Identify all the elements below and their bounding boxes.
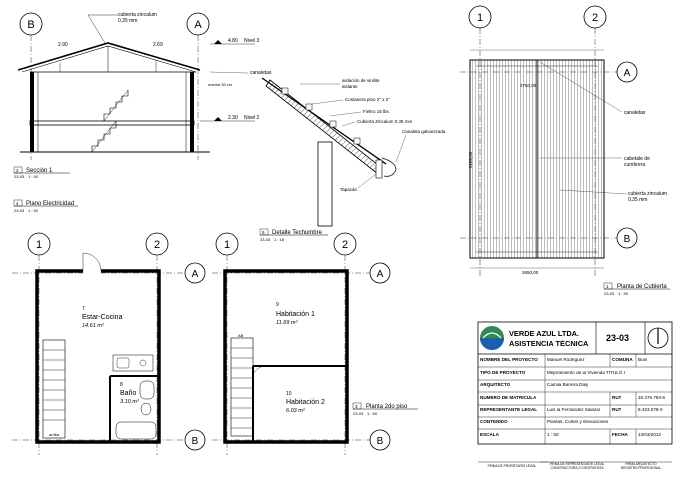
title-row-label: CONTENIDO xyxy=(480,420,508,424)
svg-text:canaletas: canaletas xyxy=(624,110,646,116)
svg-text:B: B xyxy=(27,19,35,31)
plan1-axis-b xyxy=(12,430,205,450)
svg-text:1: 1 xyxy=(606,284,609,289)
svg-text:2.90: 2.90 xyxy=(58,42,68,48)
company-logo xyxy=(480,326,504,350)
svg-text:2: 2 xyxy=(591,12,599,24)
roof-plan xyxy=(460,6,670,296)
plan2-axis-2 xyxy=(334,233,356,455)
svg-text:8: 8 xyxy=(120,382,123,388)
signature-architect-line1: FIRMA ARQUITECTO xyxy=(625,462,657,466)
plan2-title-tag xyxy=(353,403,418,416)
title-row-extra-value: 15.376.784-6 xyxy=(638,396,666,400)
company-name: VERDE AZUL LTDA. xyxy=(509,330,580,338)
signature-architect xyxy=(610,462,672,470)
svg-text:4: 4 xyxy=(16,201,19,206)
svg-text:Nivel 3: Nivel 3 xyxy=(244,38,260,44)
svg-text:2: 2 xyxy=(341,239,349,251)
svg-text:Canaleta galvanizada: Canaleta galvanizada xyxy=(402,129,446,134)
section-roof xyxy=(18,43,200,70)
svg-text:A: A xyxy=(623,68,631,79)
svg-text:aislante: aislante xyxy=(342,84,358,89)
svg-text:A: A xyxy=(191,269,199,280)
svg-text:Sección 1: Sección 1 xyxy=(26,168,53,174)
svg-text:1 : 18: 1 : 18 xyxy=(274,237,285,242)
svg-text:cubierta zincalum: cubierta zincalum xyxy=(628,191,667,197)
svg-text:Fieltro 15 lbs.: Fieltro 15 lbs. xyxy=(363,109,391,114)
title-row-label: ARQUITECTO xyxy=(480,383,511,387)
svg-text:aislación de vinilite: aislación de vinilite xyxy=(342,78,380,83)
title-row-label: ESCALA xyxy=(480,433,499,437)
svg-text:1 : 50: 1 : 50 xyxy=(618,291,629,296)
svg-text:1 : 50: 1 : 50 xyxy=(367,411,378,416)
title-row-extra-value: Buin xyxy=(638,358,648,362)
svg-text:2.30: 2.30 xyxy=(228,115,238,121)
title-row-value: Mejoramiento de la Vivienda TITULO I xyxy=(547,371,625,375)
svg-text:Planta de Cubierta: Planta de Cubierta xyxy=(617,284,667,290)
title-row-label: NOMBRE DEL PROYECTO xyxy=(480,358,538,362)
title-row-value: 1 : 50 xyxy=(547,433,559,437)
svg-text:23-03: 23-03 xyxy=(14,174,25,179)
title-row-extra-value: 8.423.078-0 xyxy=(638,408,663,412)
svg-text:B: B xyxy=(623,234,631,245)
svg-text:Plano Electricidad: Plano Electricidad xyxy=(26,201,75,207)
svg-text:AB: AB xyxy=(238,333,244,338)
electric-plan-tag xyxy=(14,200,78,213)
svg-text:marina 30 cm: marina 30 cm xyxy=(208,82,233,87)
title-row-value: Luis la Fernández Salazar xyxy=(547,408,601,412)
plan2-axis-b xyxy=(212,430,390,450)
section-1 xyxy=(14,12,272,179)
svg-text:A: A xyxy=(376,269,384,280)
svg-text:1: 1 xyxy=(476,12,484,24)
svg-text:1 : 50: 1 : 50 xyxy=(28,208,39,213)
svg-text:9: 9 xyxy=(262,230,265,235)
svg-text:Tapacán: Tapacán xyxy=(340,187,358,192)
sheet-number: 23-03 xyxy=(606,334,630,343)
signature-representative xyxy=(545,462,609,470)
svg-text:Costanera pino 2" x 2": Costanera pino 2" x 2" xyxy=(345,97,390,102)
svg-text:2.69: 2.69 xyxy=(153,42,163,48)
section-title-tag xyxy=(14,167,70,179)
plan1-axis-a xyxy=(12,263,205,283)
title-row-value: Plantas, Cortes y Elevaciones xyxy=(547,420,609,424)
svg-text:Habitación 2: Habitación 2 xyxy=(286,399,325,406)
svg-text:Detalle Techumbre: Detalle Techumbre xyxy=(272,230,322,236)
signature-owner: FIRMA DE PROPIETARIO LEGAL xyxy=(487,464,537,468)
plan-first-floor xyxy=(12,233,205,455)
level-2-marker xyxy=(200,115,260,121)
svg-text:0,35 mm: 0,35 mm xyxy=(628,197,648,203)
company-subtitle: ASISTENCIA TÉCNICA xyxy=(509,340,589,348)
svg-text:0,35 mm: 0,35 mm xyxy=(118,18,138,24)
svg-text:Baño: Baño xyxy=(120,390,137,397)
plan-second-floor xyxy=(212,233,418,455)
svg-text:23-03: 23-03 xyxy=(14,208,25,213)
svg-text:B: B xyxy=(191,436,199,447)
level-3-marker xyxy=(210,38,260,44)
svg-text:23-03: 23-03 xyxy=(353,411,364,416)
svg-text:2: 2 xyxy=(16,168,19,173)
title-row-label: NUMERO DE MATRICULA xyxy=(480,396,537,400)
svg-text:Estar-Cocina: Estar-Cocina xyxy=(82,314,123,321)
svg-text:canaletas: canaletas xyxy=(250,70,272,76)
title-row-extra-value: 13/03/2012 xyxy=(638,433,661,437)
svg-text:3750,00: 3750,00 xyxy=(520,83,537,88)
svg-text:cabetale de: cabetale de xyxy=(624,156,650,162)
signature-architect-line2: REGISTRO PROFESIONAL xyxy=(620,466,662,470)
title-row-label: TIPO DE PROYECTO xyxy=(480,371,526,375)
svg-text:3: 3 xyxy=(355,404,358,409)
svg-text:6.03 m²: 6.03 m² xyxy=(286,408,305,414)
svg-text:11.69 m²: 11.69 m² xyxy=(276,320,298,326)
title-row-extra-label: RUT xyxy=(612,396,622,400)
roof-plan-title-tag xyxy=(604,283,670,296)
title-row-extra-label: COMUNA xyxy=(612,358,633,362)
plan1-axis-1 xyxy=(28,233,50,455)
svg-text:3.10 m²: 3.10 m² xyxy=(120,399,139,405)
roof-detail xyxy=(260,78,446,242)
svg-text:14.61 m²: 14.61 m² xyxy=(82,323,104,329)
svg-text:cumbrera: cumbrera xyxy=(624,162,646,168)
svg-text:A: A xyxy=(194,19,202,31)
svg-text:23-03: 23-03 xyxy=(604,291,615,296)
svg-text:1: 1 xyxy=(35,239,43,251)
plan2-axis-a xyxy=(212,263,390,283)
title-row-extra-label: RUT xyxy=(612,408,622,412)
signature-representative-line1: FIRMA DE REPRESENTANTE LEGAL xyxy=(549,462,605,466)
title-row-value: Camila Barrera Daly xyxy=(547,383,589,387)
svg-text:4.80: 4.80 xyxy=(228,38,238,44)
title-row-label: REPRESENTANTE LEGAL xyxy=(480,408,538,412)
svg-text:cubierta zincalum: cubierta zincalum xyxy=(118,12,157,18)
svg-text:5180,00: 5180,00 xyxy=(468,151,473,168)
svg-text:23-03: 23-03 xyxy=(260,237,271,242)
svg-text:9: 9 xyxy=(276,302,279,308)
svg-text:3650,00: 3650,00 xyxy=(522,270,539,275)
svg-text:7: 7 xyxy=(82,306,85,312)
svg-text:2: 2 xyxy=(153,239,161,251)
svg-text:1: 1 xyxy=(223,239,231,251)
svg-text:1 : 50: 1 : 50 xyxy=(28,174,39,179)
detail-title-tag xyxy=(260,229,328,242)
svg-text:Planta 2do piso: Planta 2do piso xyxy=(366,404,408,410)
svg-text:10: 10 xyxy=(286,391,292,397)
svg-text:Habitación 1: Habitación 1 xyxy=(276,311,315,318)
title-row-value: Manuel Rodríguez xyxy=(547,358,585,362)
svg-text:Cubierta Zincalum 0,35 mm: Cubierta Zincalum 0,35 mm xyxy=(357,119,413,124)
north-arrow-icon xyxy=(648,328,668,348)
svg-text:B: B xyxy=(376,436,384,447)
svg-text:arriba: arriba xyxy=(49,432,60,437)
title-row-extra-label: FECHA xyxy=(612,433,628,437)
plan1-axis-2 xyxy=(146,233,168,455)
signature-representative-line2: CONSTRUCTORA O CONTRATISTA xyxy=(550,466,604,470)
svg-text:Nivel 2: Nivel 2 xyxy=(244,115,260,121)
plan2-axis-1 xyxy=(216,233,238,455)
